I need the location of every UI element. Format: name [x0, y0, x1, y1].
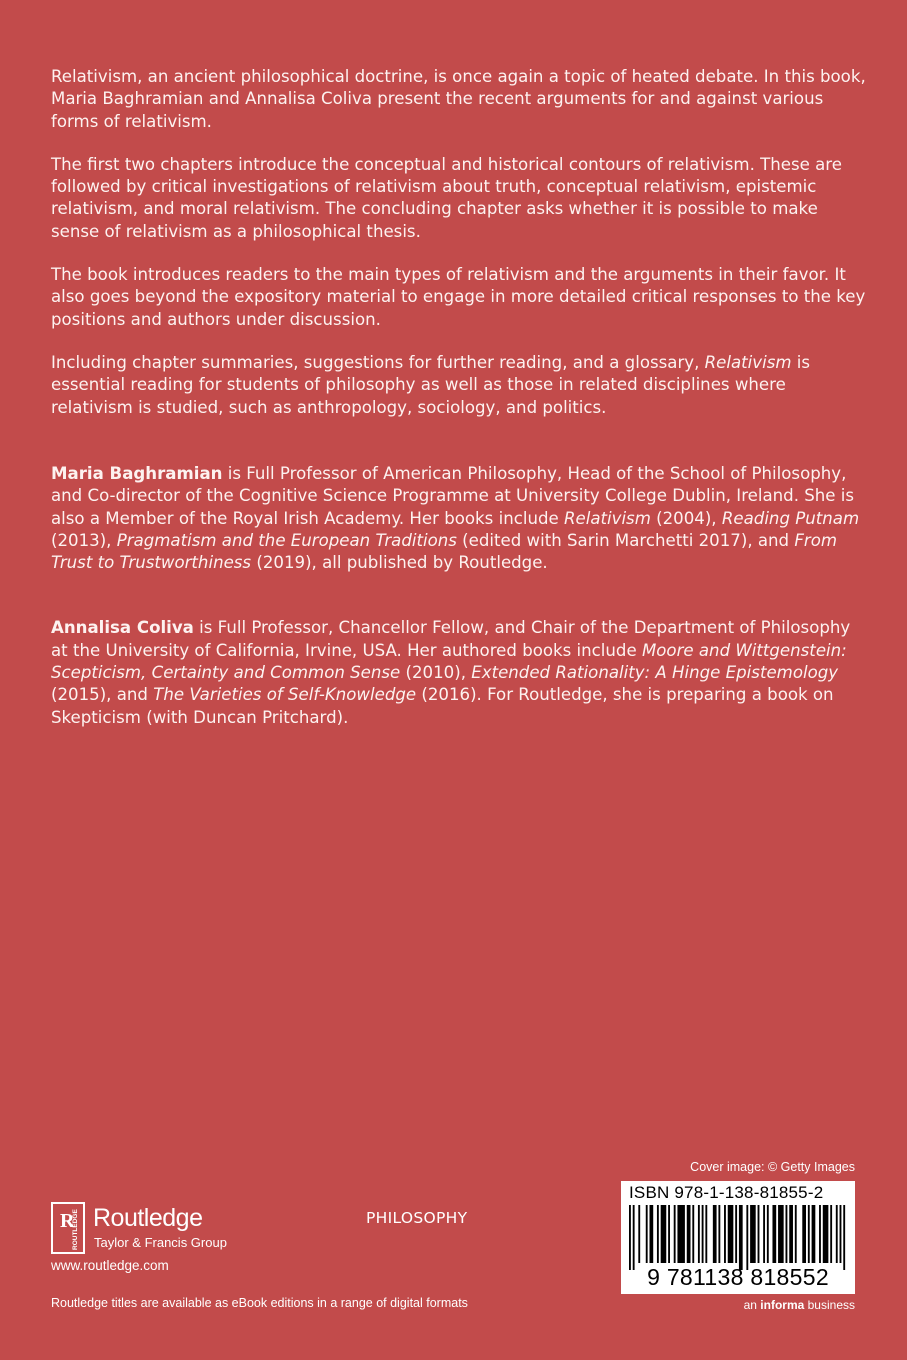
- barcode-bar: [661, 1205, 667, 1263]
- routledge-logo-icon: [51, 1202, 85, 1254]
- barcode-bar: [819, 1205, 821, 1263]
- blurb-paragraph-1: Relativism, an ancient philosophical doctrine, is once again a topic of heated debate. In this book, Maria Baghramian and Annalisa Coliva present the recent arguments for and against various forms of relativism.: [51, 67, 866, 131]
- barcode-bar: [713, 1205, 717, 1263]
- blurb-paragraph-2: The first two chapters introduce the conceptual and historical contours of relativism. These are followed by critical investigations of relativism about truth, conceptual relativism, epistemic relativism, and moral relativism. The concluding chapter asks whether it is possible to make sense of relativism as a philosophical thesis.: [51, 154, 842, 241]
- barcode-bar: [823, 1205, 829, 1263]
- author-name: Maria Baghramian: [51, 464, 223, 483]
- author-name: Annalisa Coliva: [51, 618, 194, 638]
- barcode-bar: [750, 1205, 756, 1263]
- informa-business-tag: an informa business: [743, 1298, 855, 1312]
- svg-text:R: R: [60, 1210, 75, 1232]
- isbn-barcode-box: [621, 1181, 855, 1294]
- barcode-bar: [646, 1205, 648, 1263]
- barcode-bar: [786, 1205, 788, 1263]
- barcode-bar: [840, 1205, 842, 1263]
- barcode-bar: [724, 1205, 726, 1263]
- barcode-bar: [795, 1205, 797, 1263]
- author-bios: [51, 463, 866, 772]
- barcode-bar: [830, 1205, 832, 1263]
- routledge-logo: [51, 1202, 251, 1262]
- book-title-italic: Relativism: [704, 352, 792, 372]
- cover-image-credit: Cover image: © Getty Images: [690, 1160, 855, 1174]
- subject-category: PHILOSOPHY: [366, 1209, 468, 1227]
- barcode-bar: [843, 1205, 845, 1270]
- barcode-bar: [687, 1205, 691, 1263]
- barcode-bar: [802, 1205, 806, 1263]
- barcode-bar: [657, 1205, 659, 1263]
- barcode-bar: [735, 1205, 737, 1263]
- barcode-bar: [638, 1205, 640, 1263]
- barcode-bar: [692, 1205, 694, 1263]
- barcode-graphic: [629, 1205, 847, 1270]
- back-cover-blurb: [51, 66, 866, 440]
- barcode-bar: [705, 1205, 707, 1263]
- barcode-bar: [746, 1205, 748, 1270]
- barcode-bar: [763, 1205, 765, 1263]
- barcode-bar: [778, 1205, 784, 1263]
- barcode-bar: [674, 1205, 676, 1263]
- barcode-bar: [789, 1205, 793, 1263]
- barcode-bar: [718, 1205, 720, 1263]
- barcode-bar: [739, 1205, 743, 1270]
- barcode-bar: [808, 1205, 810, 1263]
- author-bio-baghramian: Maria Baghramian is Full Professor of American Philosophy, Head of the School of Philosophy, and Co-director of the Cognitive Science Programme at University College Dublin, Ireland. She is also a Member of the Royal Irish Academy. Her books include Relativism (2004), Reading Putnam (2013), Pragmatism and the European Traditions (edited with Sarin Marchetti 2017), and From Trust to Trustworthiness (2019), all published by Routledge.: [51, 464, 860, 573]
- publisher-group: Taylor & Francis Group: [94, 1235, 227, 1250]
- blurb-paragraph-4: Including chapter summaries, suggestions for further reading, and a glossary, Relativism is essential reading for students of philosophy as well as those in related disciplines where relativism is studied, such as anthropology, sociology, and politics.: [51, 352, 811, 417]
- svg-text:ROUTLEDGE: ROUTLEDGE: [72, 1209, 79, 1250]
- barcode-bar: [649, 1205, 653, 1263]
- barcode-bar: [728, 1205, 734, 1263]
- barcode-bar: [758, 1205, 760, 1263]
- ean-number: 9 781138 818552: [647, 1264, 829, 1290]
- barcode-bar: [668, 1205, 670, 1263]
- barcode-bar: [677, 1205, 684, 1263]
- barcode-bar: [767, 1205, 769, 1263]
- barcode-bar: [633, 1205, 635, 1270]
- barcode-bar: [812, 1205, 816, 1263]
- publisher-name: Routledge: [93, 1204, 203, 1232]
- barcode-bar: [702, 1205, 704, 1263]
- publisher-website-link[interactable]: www.routledge.com: [51, 1258, 169, 1273]
- isbn-text: ISBN 978-1-138-81855-2: [629, 1183, 824, 1202]
- barcode-bar: [698, 1205, 700, 1263]
- blurb-paragraph-3: The book introduces readers to the main types of relativism and the arguments in their favor. It also goes beyond the expository material to engage in more detailed critical responses to the key positions and authors under discussion.: [51, 265, 866, 329]
- barcode-bar: [772, 1205, 776, 1263]
- ebook-note: Routledge titles are available as eBook editions in a range of digital formats: [51, 1296, 468, 1310]
- barcode-bar: [836, 1205, 838, 1263]
- author-bio-coliva: Annalisa Coliva is Full Professor, Chancellor Fellow, and Chair of the Department of Philosophy at the University of California, Irvine, USA. Her authored books include Moore and Wittgenstein: Scepticism, Certainty and Common Sense (2010), Extended Rationality: A Hinge Epistemology (2015), and The Varieties of Self-Knowledge (2016). For Routledge, she is preparing a book on Skepticism (with Duncan Pritchard).: [51, 618, 851, 727]
- barcode-bar: [629, 1205, 631, 1270]
